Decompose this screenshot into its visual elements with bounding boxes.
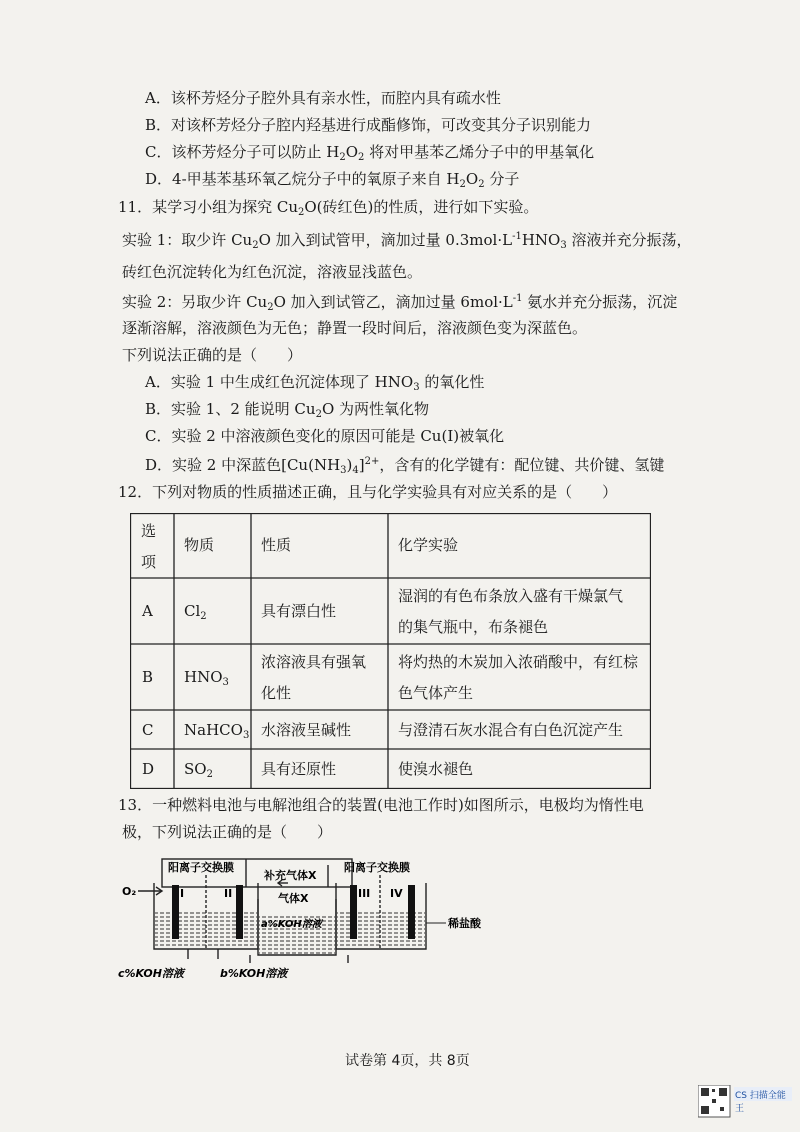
- supply-gas-label: 补充气体X: [264, 869, 317, 882]
- row-b-substance: $HNO_3$: [184, 668, 229, 688]
- header-property: 性质: [261, 536, 292, 554]
- q13-apparatus-diagram: [118, 855, 498, 990]
- q11-option-c: C．实验 2 中溶液颜色变化的原因可能是 Cu(Ⅰ)被氧化: [145, 427, 505, 445]
- q11-option-a: A．实验 1 中生成红色沉淀体现了 $HNO_3$ 的氧化性: [145, 373, 485, 393]
- q10-option-a: A．该杯芳烃分子腔外具有亲水性，而腔内具有疏水性: [145, 89, 501, 107]
- q11-experiment2-line1: 实验 2：另取少许 $Cu_2O$ 加入到试管乙，滴加过量 $6mol\cdot L^{-1}$ 氨水并充分振荡，沉淀: [122, 293, 678, 313]
- q12-table: [130, 513, 651, 789]
- electrode-iv-label: IV: [390, 887, 403, 900]
- row-c-experiment: 与澄清石灰水混合有白色沉淀产生: [398, 721, 624, 739]
- scanner-watermark: [698, 1085, 794, 1125]
- electrode-iii: [350, 885, 357, 939]
- header-experiment: 化学实验: [398, 536, 459, 554]
- row-a-substance: $Cl_2$: [184, 602, 207, 622]
- q11-experiment1-line2: 砖红色沉淀转化为红色沉淀，溶液显浅蓝色。: [122, 263, 423, 281]
- electrochemical-apparatus: [118, 855, 498, 990]
- electrode-i: [172, 885, 179, 939]
- row-a-option: A: [142, 602, 153, 620]
- gas-x-label: 气体X: [278, 892, 309, 905]
- q11-experiment2-line2: 逐渐溶解，溶液颜色为无色；静置一段时间后，溶液颜色变为深蓝色。: [122, 319, 588, 337]
- row-b-property: 浓溶液具有强氧 化性: [261, 653, 367, 702]
- q11-experiment1-line1: 实验 1：取少许 $Cu_2O$ 加入到试管甲，滴加过量 $0.3mol\cdot L^{-1}HNO_3$ 溶液并充分振荡，: [122, 231, 692, 251]
- page-footer: 试卷第 4页，共 8页: [345, 1053, 470, 1069]
- q11-stem: 11．某学习小组为探究 $Cu_2O$(砖红色)的性质，进行如下实验。: [118, 198, 539, 218]
- row-d-property: 具有还原性: [261, 760, 337, 778]
- row-d-substance: $SO_2$: [184, 760, 213, 780]
- row-a-property: 具有漂白性: [261, 602, 337, 620]
- q12-stem: 12．下列对物质的性质描述正确，且与化学实验具有对应关系的是（ ）: [118, 483, 618, 501]
- koh-c-label: c%KOH溶液: [118, 967, 184, 980]
- row-c-substance: NaHCO$_3$: [184, 721, 250, 741]
- koh-a-label: a%KOH溶液: [261, 919, 322, 930]
- header-option: 选 项: [141, 522, 157, 571]
- q11-prompt: 下列说法正确的是（ ）: [122, 346, 303, 364]
- row-d-option: D: [142, 760, 155, 778]
- row-c-option: C: [142, 721, 154, 739]
- row-b-experiment: 将灼热的木炭加入浓硝酸中，有红棕 色气体产生: [398, 653, 639, 702]
- electrode-ii: [236, 885, 243, 939]
- q11-option-b: B．实验 1、2 能说明 $Cu_2O$ 为两性氧化物: [145, 400, 430, 420]
- q13-stem-line1: 13．一种燃料电池与电解池组合的装置(电池工作时)如图所示，电极均为惰性电: [118, 796, 644, 814]
- o2-label: O₂: [122, 885, 137, 898]
- row-c-property: 水溶液呈碱性: [261, 721, 352, 739]
- q10-option-d: D．4-甲基苯基环氧乙烷分子中的氧原子来自 $H_2O_2$ 分子: [145, 170, 520, 190]
- row-a-experiment: 湿润的有色布条放入盛有干燥氯气 的集气瓶中，布条褪色: [398, 587, 624, 636]
- electrode-i-label: I: [180, 887, 185, 900]
- membrane-right-label: 阳离子交换膜: [344, 861, 410, 874]
- electrode-iv: [408, 885, 415, 939]
- q10-option-b: B．对该杯芳烃分子腔内羟基进行成酯修饰，可改变其分子识别能力: [145, 116, 592, 134]
- electrode-iii-label: III: [358, 887, 371, 900]
- row-d-experiment: 使溴水褪色: [398, 760, 474, 778]
- scanner-badge: CS 扫描全能王: [735, 1091, 786, 1114]
- membrane-left-label: 阳离子交换膜: [168, 861, 234, 874]
- acid-label: 稀盐酸: [448, 917, 481, 930]
- header-substance: 物质: [184, 536, 215, 554]
- koh-b-label: b%KOH溶液: [220, 967, 288, 980]
- electrode-ii-label: II: [224, 887, 233, 900]
- row-b-option: B: [142, 668, 154, 686]
- q10-option-c: C．该杯芳烃分子可以防止 $H_2O_2$ 将对甲基苯乙烯分子中的甲基氧化: [145, 143, 595, 163]
- q11-option-d: D．实验 2 中深蓝色$[Cu(NH_3)_4]^{2+}$，含有的化学键有：配位键、共价键、氢键: [145, 456, 665, 476]
- q13-stem-line2: 极，下列说法正确的是（ ）: [122, 823, 333, 841]
